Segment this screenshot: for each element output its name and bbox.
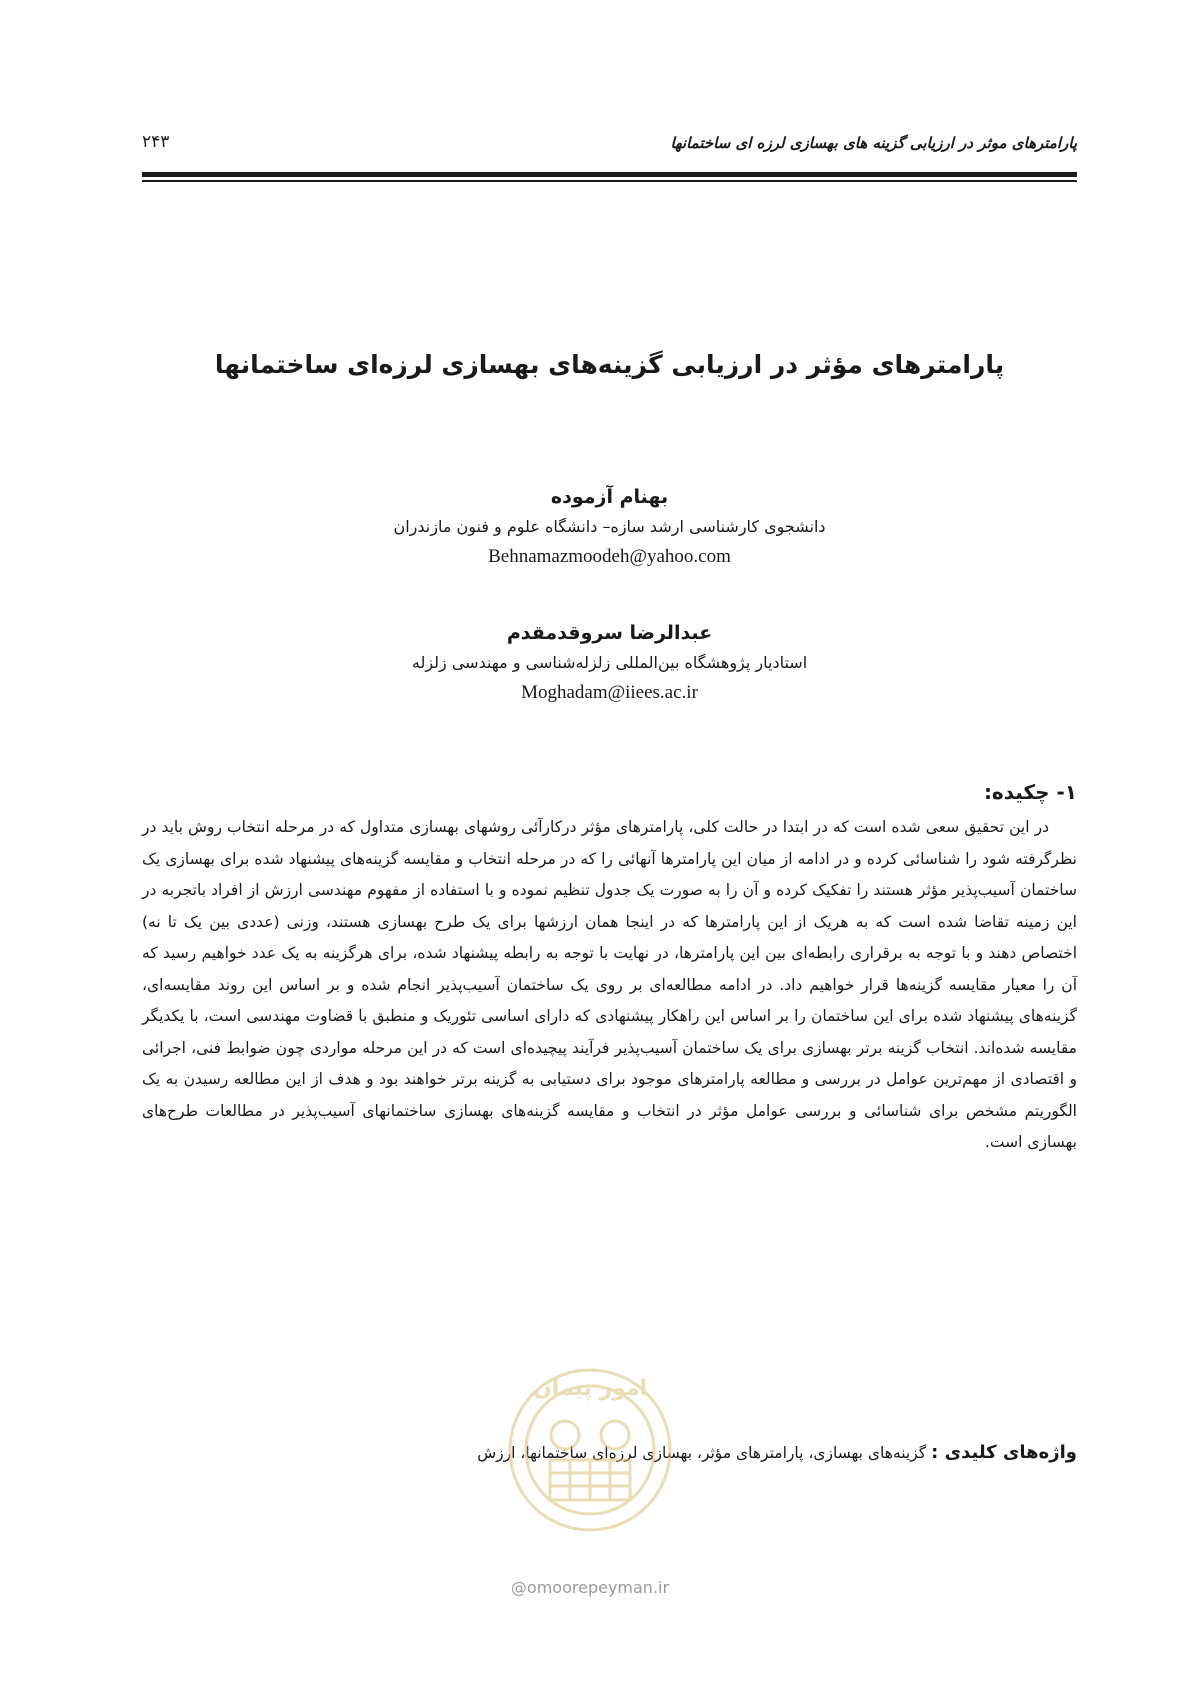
abstract-heading: ۱- چکیده: <box>983 780 1077 804</box>
author-email[interactable]: Moghadam@iiees.ac.ir <box>521 682 698 703</box>
author-block-2 <box>142 618 1077 708</box>
running-title: پارامترهای موثر در ارزیابی گزینه های بهسازی لرزه ای ساختمانها <box>670 134 1077 152</box>
author-affiliation: دانشجوی کارشناسی ارشد سازه– دانشگاه علوم و فنون مازندران <box>393 517 826 536</box>
keywords-label: واژه‌های کلیدی : <box>931 1442 1077 1463</box>
abstract-body: در این تحقیق سعی شده است که در ابتدا در حالت کلی، پارامترهای مؤثر درکارآئی روشهای بهسازی متداول که در مرحله انتخاب روش باید در نظرگرفته شود را شناسائی کرده و در ادامه از میان این پارامترها آنهائی را که در مرحله انتخاب و مقایسه گزینه‌های پیشنهاد شده برای بهسازی یک ساختمان آسیب‌پذیر مؤثر هستند را تفکیک کرده و آن را به صورت یک جدول تنظیم نموده و با استفاده از مفهوم مهندسی ارزش از افراد باتجربه در این زمینه تقاضا شده است که به هریک از این پارامترها که در اینجا همان ارزشها برای یک طرح بهسازی هستند، وزنی (عددی بین یک تا نه) اختصاص دهند و با توجه به برقراری رابطه‌ای بین این پارامترها، در نهایت با توجه به رابطه پیشنهاد شده، برای هرگزینه به یک عدد خواهیم رسید که آن را معیار مقایسه گزینه‌ها قرار خواهیم داد. در ادامه مطالعه‌ای بر روی یک ساختمان آسیب‌پذیر انجام شده و بر اساس این روند مقایسه‌ای، گزینه‌های پیشنهاد شده برای این ساختمان را بر اساس این راهکار پیشنهادی که دارای اساسی تئوریک و منطبق با قضاوت مهندسی است، با یکدیگر مقایسه شده‌اند. انتخاب گزینه برتر بهسازی برای یک ساختمان آسیب‌پذیر فرآیند پیچیده‌ای است که در این مرحله مواردی چون ضوابط فنی، اجرائی و اقتصادی از مهم‌ترین عوامل در بررسی و مطالعه پارامترهای موجود برای دستیابی به گزینه برتر خواهند بود و هدف از این مطالعه رسیدن به یک الگوریتم مشخص برای شناسائی و بررسی عوامل مؤثر در انتخاب و مقایسه گزینه‌های بهسازی ساختمانهای آسیب‌پذیر در مطالعات طرح‌های بهسازی است. <box>142 818 1077 1151</box>
watermark-site: @omoorepeyman.ir <box>510 1578 670 1597</box>
watermark-logo-text: امور پیمان <box>532 1376 648 1401</box>
author-email[interactable]: Behnamazmoodeh@yahoo.com <box>488 546 731 567</box>
author-affiliation: استادیار پژوهشگاه بین‌المللی زلزله‌شناسی و مهندسی زلزله <box>411 653 808 672</box>
page-number: ۲۴۳ <box>142 132 170 152</box>
paper-title: پارامترهای مؤثر در ارزیابی گزینه‌های بهسازی لرزه‌ای ساختمانها <box>214 350 1005 379</box>
running-header <box>142 130 1077 166</box>
author-name: عبدالرضا سروقدمقدم <box>506 622 713 644</box>
author-block-1 <box>142 482 1077 572</box>
keywords-list: گزینه‌های بهسازی، پارامترهای مؤثر، بهسازی لرزه‌ای ساختمانها، ارزش <box>477 1444 927 1462</box>
header-rule <box>142 172 1077 177</box>
author-name: بهنام آزموده <box>550 486 669 508</box>
keywords <box>142 1438 1077 1468</box>
header-rule-thin <box>142 180 1077 182</box>
